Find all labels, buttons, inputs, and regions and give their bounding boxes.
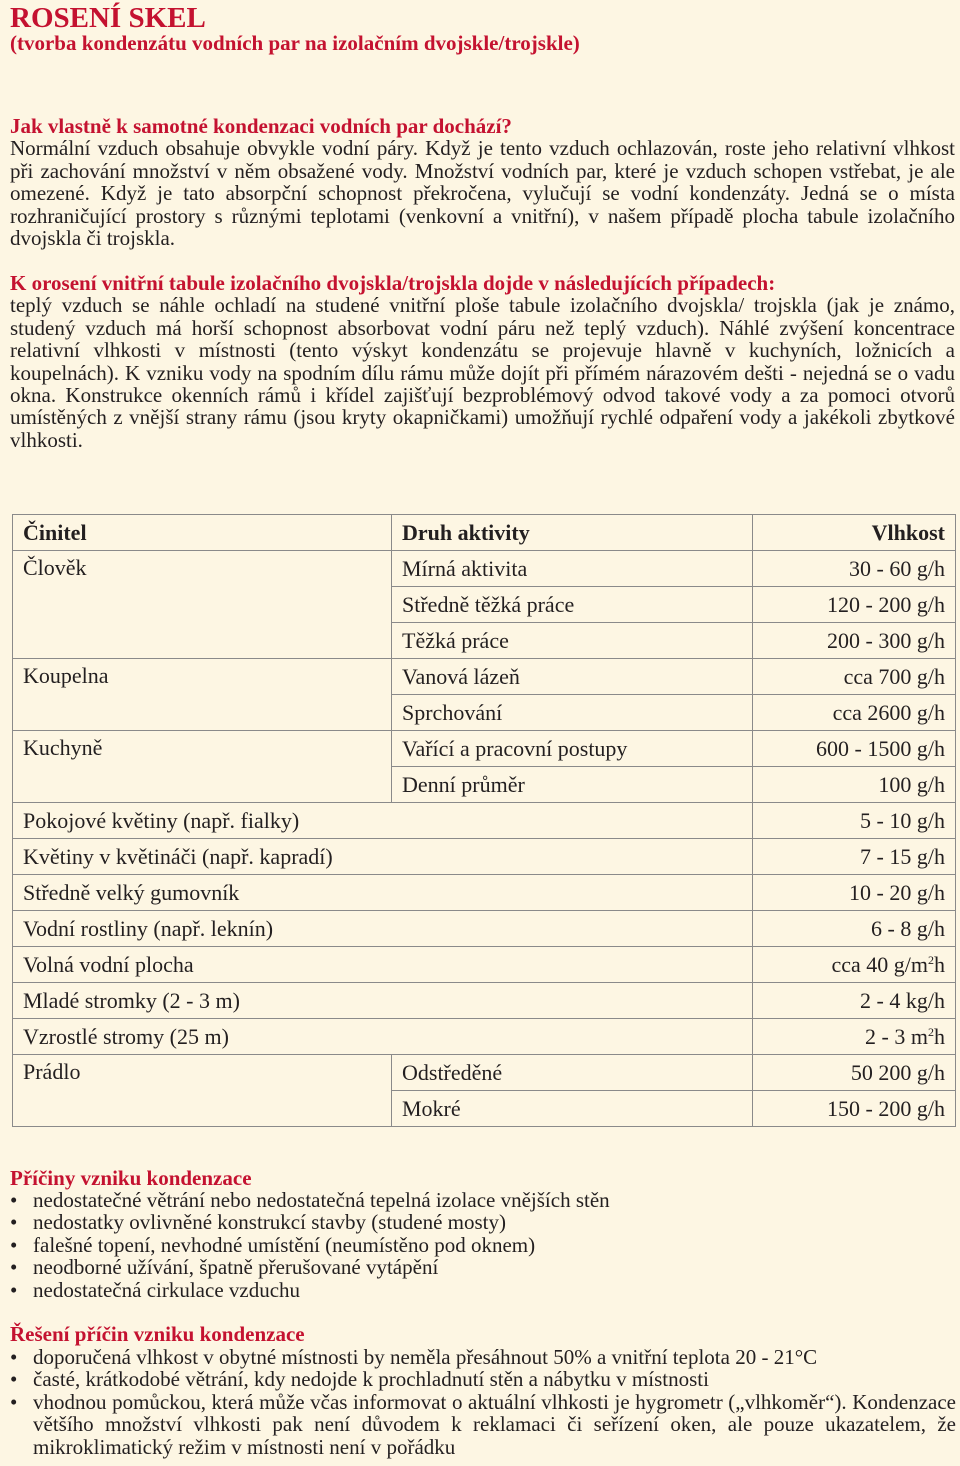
humidity-cell: 10 - 20 g/h [753,875,956,911]
intro-heading: Jak vlastně k samotné kondenzaci vodních par dochází? [10,114,512,138]
humidity-cell: 600 - 1500 g/h [753,731,956,767]
list-item [10,1234,956,1256]
activity-cell: Vařící a pracovní postupy [392,731,753,767]
factor-cell: Koupelna [13,659,392,731]
bullet-icon: • [10,1188,18,1212]
table-row [13,551,956,587]
header-humidity: Vlhkost [753,515,956,551]
humidity-cell: 200 - 300 g/h [753,623,956,659]
humidity-unit: h [934,1023,945,1049]
activity-cell: Mokré [392,1091,753,1127]
list-item-text: neodborné užívání, špatně přerušované vytápění [33,1255,439,1280]
cases-heading: K orosení vnitřní tabule izolačního dvojskla/trojskla dojde v následujících případech: [10,271,776,295]
factor-cell: Vzrostlé stromy (25 m) [13,1019,753,1055]
cases-section [10,272,955,451]
list-item [10,1391,956,1458]
intro-text: Normální vzduch obsahuje obvykle vodní páry. Když je tento vzduch ochlazován, roste jeho relativní vlhkost při zachování množství v něm obsažené vody. Množství vodních par, které je vzduch schopen vstřebat, je ale omezené. Když je tato absorpční schopnost překročena, vylučují se vodní kondenzáty. Jedná se o místa rozhraničující prostory s různými teplotami (venkovní a vnitřní), v našem případě plocha tabule izolačního dvojskla či trojskla. [10,136,955,251]
activity-cell: Odstředěné [392,1055,753,1091]
solutions-heading: Řešení příčin vzniku kondenzace [10,1322,305,1346]
humidity-cell: cca 2600 g/h [753,695,956,731]
bullet-icon: • [10,1367,18,1392]
header-factor: Činitel [13,515,392,551]
list-item-text: doporučená vlhkost v obytné místnosti by neměla přesáhnout 50% a vnitřní teplota 20 - 21°C [33,1345,818,1369]
superscript: 2 [928,1024,934,1039]
causes-heading: Příčiny vzniku kondenzace [10,1166,252,1190]
activity-cell: Sprchování [392,695,753,731]
solutions-list [10,1346,956,1458]
bullet-icon: • [10,1232,18,1257]
factor-cell: Člověk [13,551,392,659]
table-row [13,1055,956,1091]
table-row [13,731,956,767]
list-item-text: vhodnou pomůckou, která může včas informovat o aktuální vlhkosti je hygrometr („vlhkoměr“). Kondenzace většího množství vlhkosti pak není důvodem k reklamaci či seřízení oken, ale pouze ukazatelem, že mikroklimatický režim v místnosti není v pořádku [33,1389,956,1459]
page-title: ROSENÍ SKEL [10,2,206,34]
factor-cell: Mladé stromky (2 - 3 m) [13,983,753,1019]
bullet-icon: • [10,1255,18,1280]
humidity-value: cca 40 g/m [831,951,928,977]
factor-cell: Vodní rostliny (např. leknín) [13,911,753,947]
humidity-cell: 100 g/h [753,767,956,803]
table-row [13,983,956,1019]
humidity-cell: 5 - 10 g/h [753,803,956,839]
humidity-cell: 2 - 4 kg/h [753,983,956,1019]
humidity-cell: 6 - 8 g/h [753,911,956,947]
superscript: 2 [928,952,934,967]
causes-list [10,1189,956,1301]
table-row [13,875,956,911]
list-item [10,1211,956,1233]
humidity-value: 2 - 3 m [865,1023,928,1049]
table-row [13,659,956,695]
activity-cell: Vanová lázeň [392,659,753,695]
humidity-unit: h [934,951,945,977]
list-item [10,1368,956,1390]
humidity-cell: 30 - 60 g/h [753,551,956,587]
list-item [10,1189,956,1211]
factor-cell: Pokojové květiny (např. fialky) [13,803,753,839]
humidity-cell: 150 - 200 g/h [753,1091,956,1127]
list-item [10,1346,956,1368]
bullet-icon: • [10,1345,18,1369]
factor-cell: Volná vodní plocha [13,947,753,983]
table-header-row [13,515,956,551]
table-row [13,839,956,875]
activity-cell: Těžká práce [392,623,753,659]
bullet-icon: • [10,1210,18,1235]
humidity-cell: 50 200 g/h [753,1055,956,1091]
factor-cell: Prádlo [13,1055,392,1127]
table-row [13,911,956,947]
page-subtitle: (tvorba kondenzátu vodních par na izolačním dvojskle/trojskle) [10,31,580,55]
factor-cell: Středně velký gumovník [13,875,753,911]
humidity-cell [753,1019,956,1055]
table-row [13,1019,956,1055]
list-item-text: falešné topení, nevhodné umístění (neumístěno pod oknem) [33,1232,536,1257]
humidity-cell: 7 - 15 g/h [753,839,956,875]
list-item [10,1279,956,1301]
humidity-cell [753,947,956,983]
table-row [13,947,956,983]
header-activity: Druh aktivity [392,515,753,551]
factor-cell: Květiny v květináči (např. kapradí) [13,839,753,875]
intro-section [10,115,955,249]
factor-cell: Kuchyně [13,731,392,803]
list-item-text: nedostatečné větrání nebo nedostatečná tepelná izolace vnějších stěn [33,1188,610,1212]
bullet-icon: • [10,1277,18,1302]
humidity-cell: 120 - 200 g/h [753,587,956,623]
list-item [10,1256,956,1278]
table-row [13,803,956,839]
humidity-cell: cca 700 g/h [753,659,956,695]
list-item-text: nedostatečná cirkulace vzduchu [33,1277,301,1302]
cases-text: teplý vzduch se náhle ochladí na studené vnitřní ploše tabule izolačního dvojskla/ trojskla (jak je známo, studený vzduch má horší schopnost absorbovat vodní páru než teplý vzduch). Náhlé zvýšení koncentrace relativní vlhkosti v místnosti (tento výskyt kondenzátu se projevuje hlavně v kuchyních, ložnicích a koupelnách). K vzniku vody na spodním dílu rámu může dojít při přímém nárazovém dešti - nejedná se o vadu okna. Konstrukce okenních rámů i křídel zajišťují bezproblémový odvod takové vody a za pomoci otvorů umístěných z vnější strany rámu (jsou kryty okapničkami) umožňují rychlé odpaření vody a jakékoli zbytkové vlhkosti. [10,293,955,452]
list-item-text: časté, krátkodobé větrání, kdy nedojde k prochladnutí stěn a nábytku v místnosti [33,1367,709,1392]
activity-cell: Mírná aktivita [392,551,753,587]
activity-cell: Denní průměr [392,767,753,803]
humidity-table [12,514,956,1127]
list-item-text: nedostatky ovlivněné konstrukcí stavby (studené mosty) [33,1210,507,1235]
bullet-icon: • [10,1389,18,1414]
activity-cell: Středně těžká práce [392,587,753,623]
